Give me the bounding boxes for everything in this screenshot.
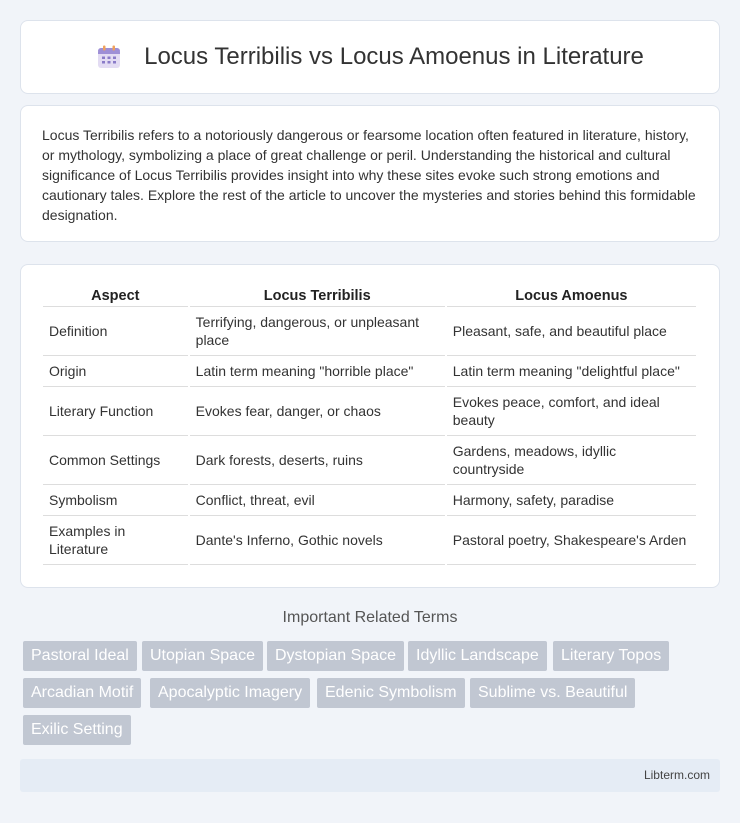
table-row [43,436,696,485]
header-locus-terribilis: Locus Terribilis [190,285,445,307]
table-cell: Latin term meaning "horrible place" [190,356,445,387]
table-cell: Conflict, threat, evil [190,485,445,516]
table-row [43,516,696,565]
table-cell: Definition [43,307,188,356]
table-header-row [43,285,696,307]
table-cell: Pleasant, safe, and beautiful place [447,307,696,356]
intro-text: Locus Terribilis refers to a notoriously dangerous or fearsome location often featured in literature, history, or mythology, symbolizing a place of great challenge or peril. Understanding the historical and cultural significance of Locus Terribilis provides insight into why these sites evoke such strong emotions and cautionary tales. Explore the rest of the article to uncover the mysteries and stories behind this formidable designation. [42,127,696,223]
tag-exilic-setting[interactable]: Exilic Setting [23,715,131,745]
footer-site-link[interactable]: Libterm.com [643,768,710,782]
header-aspect: Aspect [43,285,188,307]
table-row [43,356,696,387]
table-cell: Gardens, meadows, idyllic countryside [447,436,696,485]
table-row [43,485,696,516]
table-cell: Origin [43,356,188,387]
tag-dystopian-space[interactable]: Dystopian Space [267,641,404,671]
tag-apocalyptic-imagery[interactable]: Apocalyptic Imagery [150,678,310,708]
tag-idyllic-landscape[interactable]: Idyllic Landscape [408,641,547,671]
table-cell: Dante's Inferno, Gothic novels [190,516,445,565]
table-cell: Dark forests, deserts, ruins [190,436,445,485]
table-cell: Common Settings [43,436,188,485]
comparison-table [41,285,698,565]
tag-sublime-vs-beautiful[interactable]: Sublime vs. Beautiful [470,678,635,708]
footer [20,759,720,792]
table-cell: Examples in Literature [43,516,188,565]
table-cell: Evokes fear, danger, or chaos [190,387,445,436]
title-card [20,20,720,94]
comparison-table-card [20,264,720,588]
table-cell: Evokes peace, comfort, and ideal beauty [447,387,696,436]
tag-literary-topos[interactable]: Literary Topos [553,641,669,671]
tag-arcadian-motif[interactable]: Arcadian Motif [23,678,141,708]
table-cell: Latin term meaning "delightful place" [447,356,696,387]
table-cell: Symbolism [43,485,188,516]
table-cell: Literary Function [43,387,188,436]
tag-edenic-symbolism[interactable]: Edenic Symbolism [317,678,465,708]
tag-pastoral-ideal[interactable]: Pastoral Ideal [23,641,137,671]
table-cell: Terrifying, dangerous, or unpleasant place [190,307,445,356]
table-row [43,307,696,356]
header-locus-amoenus: Locus Amoenus [447,285,696,307]
intro-card [20,105,720,242]
related-terms-title: Important Related Terms [282,609,458,626]
table-row [43,387,696,436]
page-title: Locus Terribilis vs Locus Amoenus in Literature [144,43,644,70]
table-cell: Pastoral poetry, Shakespeare's Arden [447,516,696,565]
tag-utopian-space[interactable]: Utopian Space [142,641,263,671]
calendar-grid-icon [96,44,122,70]
table-cell: Harmony, safety, paradise [447,485,696,516]
